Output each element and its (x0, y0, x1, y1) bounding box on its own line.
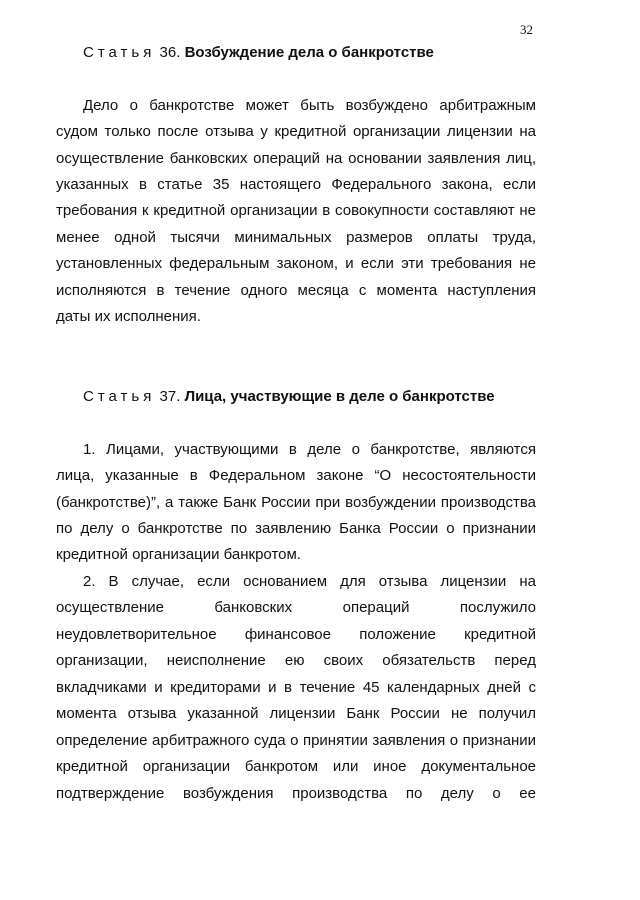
text-line: менее одной тысячи минимальных размеров оплаты труда, (56, 229, 536, 246)
text-line: неудовлетворительное финансовое положение кредитной (56, 626, 536, 643)
text-line: подтверждение возбуждения производства по делу о ее (56, 785, 536, 802)
text-line: организации, неисполнение ею своих обязательств перед (56, 652, 536, 669)
text-line: лица, указанные в Федеральном законе “О несостоятельности (56, 467, 536, 484)
text-line: осуществление банковских операций на основании заявления лиц, (56, 150, 536, 167)
article-title: Лица, участвующие в деле о банкротстве (184, 388, 495, 405)
text-line: 2. В случае, если основанием для отзыва лицензии на (83, 573, 536, 590)
text-line: требования к кредитной организации в совокупности составляют не (56, 202, 536, 219)
text-line: по делу о банкротстве по заявлению Банка России о признании (56, 520, 536, 537)
text-line: осуществление банковских операций послужило (56, 599, 536, 616)
text-line: кредитной организации банкротом. (56, 546, 301, 563)
text-line: судом только после отзыва у кредитной организации лицензии на (56, 123, 536, 140)
text-line: указанных в статье 35 настоящего Федерального закона, если (56, 176, 536, 193)
text-line: момента отзыва указанной лицензии Банк России не получил (56, 705, 536, 722)
text-line: вкладчиками и кредиторами и в течение 45 календарных дней с (56, 679, 536, 696)
article-word: Статья (83, 388, 156, 405)
text-line: Дело о банкротстве может быть возбуждено арбитражным (83, 97, 536, 114)
text-line: 1. Лицами, участвующими в деле о банкротстве, являются (83, 441, 536, 458)
text-line: даты их исполнения. (56, 308, 201, 325)
article-title: Возбуждение дела о банкротстве (184, 44, 434, 61)
article-37-heading (83, 388, 495, 405)
article-36-heading (83, 44, 434, 61)
article-number: 36. (159, 44, 181, 61)
text-line: (банкротстве)”, а также Банк России при возбуждении производства (56, 494, 536, 511)
text-line: установленных федеральным законом, и если эти требования не (56, 255, 536, 272)
page-number: 32 (520, 22, 533, 37)
text-line: кредитной организации банкротом или иное документальное (56, 758, 536, 775)
text-line: исполняются в течение одного месяца с момента наступления (56, 282, 536, 299)
article-word: Статья (83, 44, 156, 61)
article-number: 37. (159, 388, 181, 405)
text-line: определение арбитражного суда о принятии заявления о признании (56, 732, 536, 749)
